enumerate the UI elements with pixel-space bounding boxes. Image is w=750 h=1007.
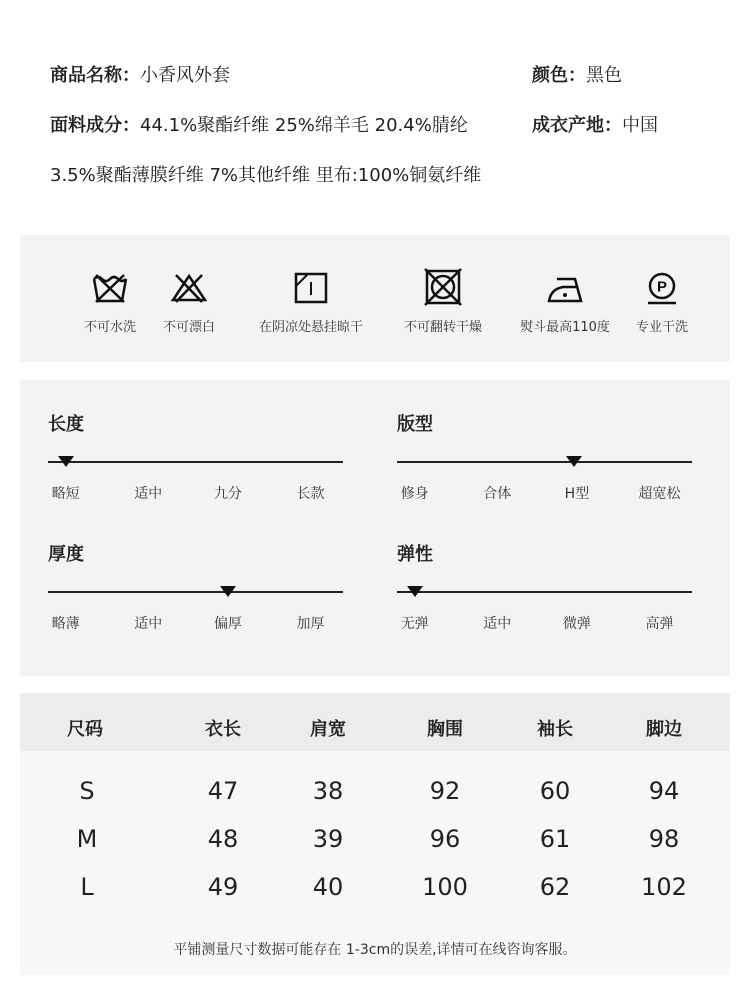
header-cell: 肩宽 bbox=[310, 719, 346, 740]
shade-hang-dry-icon bbox=[291, 271, 331, 305]
value-cell: 61 bbox=[539, 825, 571, 853]
attr-option: H型 bbox=[564, 486, 590, 502]
product-name-value: 小香风外套 bbox=[140, 65, 230, 86]
attr-title: 长度 bbox=[48, 414, 84, 435]
measurement-note: 平铺测量尺寸数据可能存在 1-3cm的误差,详情可在线咨询客服。 bbox=[173, 942, 577, 958]
svg-text:P: P bbox=[656, 278, 668, 296]
origin-label: 成衣产地： bbox=[532, 115, 622, 136]
product-name-label: 商品名称： bbox=[50, 65, 140, 86]
care-label: 在阴凉处悬挂晾干 bbox=[258, 320, 363, 335]
attr-option: 九分 bbox=[213, 486, 242, 502]
header-cell: 尺码 bbox=[67, 719, 103, 740]
care-label: 不可漂白 bbox=[162, 320, 215, 335]
attr-option: 长款 bbox=[296, 486, 325, 502]
value-cell: 60 bbox=[539, 777, 571, 805]
attr-track bbox=[48, 461, 343, 463]
attr-marker bbox=[566, 456, 582, 467]
attr-title: 版型 bbox=[397, 414, 433, 435]
value-cell: 47 bbox=[207, 777, 239, 805]
value-cell: 48 bbox=[207, 825, 239, 853]
size-table-header bbox=[20, 693, 730, 751]
iron-110-icon bbox=[543, 271, 587, 305]
material-line-2 bbox=[50, 161, 481, 187]
attr-option: 高弹 bbox=[645, 616, 674, 632]
value-cell: 92 bbox=[429, 777, 461, 805]
value-cell: 49 bbox=[207, 873, 239, 901]
color-line bbox=[532, 61, 622, 87]
header-cell: 脚边 bbox=[646, 719, 682, 740]
attr-option: 微弹 bbox=[562, 616, 591, 632]
attr-marker bbox=[407, 586, 423, 597]
no-bleach-icon bbox=[169, 271, 209, 305]
attr-option: 适中 bbox=[134, 616, 163, 632]
care-label: 熨斗最高110度 bbox=[520, 320, 610, 335]
attr-option: 略短 bbox=[51, 486, 80, 502]
value-cell: 100 bbox=[422, 873, 468, 901]
material-line bbox=[50, 111, 468, 137]
header-cell: 衣长 bbox=[205, 719, 241, 740]
attr-option: 偏厚 bbox=[213, 616, 242, 632]
origin-value: 中国 bbox=[622, 115, 658, 136]
attr-title: 弹性 bbox=[397, 544, 433, 565]
attr-option: 适中 bbox=[483, 616, 512, 632]
value-cell: 102 bbox=[641, 873, 687, 901]
attr-track bbox=[397, 461, 692, 463]
attr-track bbox=[48, 591, 343, 593]
no-wash-icon bbox=[90, 271, 130, 305]
material-label: 面料成分： bbox=[50, 115, 140, 136]
care-label: 不可水洗 bbox=[83, 320, 136, 335]
attr-track bbox=[397, 591, 692, 593]
header-cell: 袖长 bbox=[537, 719, 573, 740]
attr-option: 加厚 bbox=[296, 616, 325, 632]
material-value: 44.1%聚酯纤维 25%绵羊毛 20.4%腈纶 bbox=[140, 115, 468, 136]
size-table bbox=[20, 693, 730, 975]
value-cell: 94 bbox=[648, 777, 680, 805]
value-cell: 38 bbox=[312, 777, 344, 805]
professional-dry-clean-icon bbox=[642, 271, 682, 305]
origin-line bbox=[532, 111, 658, 137]
attr-title: 厚度 bbox=[48, 544, 84, 565]
attr-option: 修身 bbox=[400, 486, 429, 502]
value-cell: 40 bbox=[312, 873, 344, 901]
attr-marker bbox=[220, 586, 236, 597]
color-label: 颜色： bbox=[532, 65, 586, 86]
material-value-line2: 3.5%聚酯薄膜纤维 7%其他纤维 里布:100%铜氨纤维 bbox=[50, 165, 482, 186]
care-panel bbox=[20, 235, 730, 362]
value-cell: 98 bbox=[648, 825, 680, 853]
value-cell: 62 bbox=[539, 873, 571, 901]
attr-marker bbox=[58, 456, 74, 467]
product-name-line bbox=[50, 61, 230, 87]
attr-option: 超宽松 bbox=[638, 486, 681, 502]
color-value: 黑色 bbox=[586, 65, 622, 86]
care-label: 专业干洗 bbox=[635, 320, 688, 335]
attributes-panel bbox=[20, 380, 730, 676]
attr-option: 适中 bbox=[134, 486, 163, 502]
size-cell: S bbox=[79, 777, 95, 805]
no-tumble-dry-icon bbox=[423, 267, 463, 307]
value-cell: 96 bbox=[429, 825, 461, 853]
attr-option: 合体 bbox=[483, 486, 512, 502]
attr-option: 略薄 bbox=[51, 616, 80, 632]
attr-option: 无弹 bbox=[400, 616, 429, 632]
size-cell: M bbox=[76, 825, 98, 853]
care-label: 不可翻转干燥 bbox=[403, 320, 482, 335]
header-cell: 胸围 bbox=[427, 719, 463, 740]
value-cell: 39 bbox=[312, 825, 344, 853]
size-cell: L bbox=[80, 873, 94, 901]
